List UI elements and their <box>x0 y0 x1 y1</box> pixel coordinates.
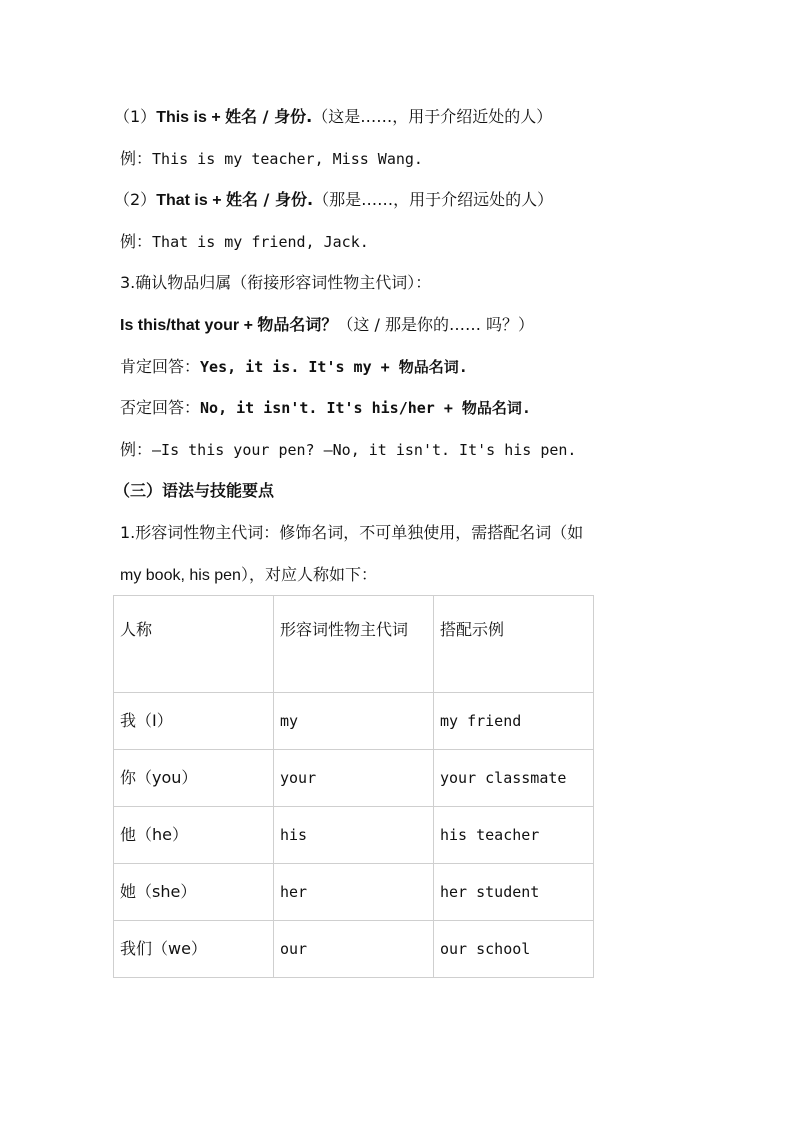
pattern-english: This is + <box>156 109 226 126</box>
example-label: 例： <box>120 232 153 251</box>
item-number: （2） <box>114 190 157 209</box>
pattern-is-this-your <box>120 314 534 337</box>
table-header-row <box>114 596 594 693</box>
cell-person: 我们（we） <box>114 921 274 978</box>
cell-pronoun: our <box>274 921 434 978</box>
paragraph-tail: ），对应人称如下： <box>240 565 377 584</box>
example-phrase: my book, his pen <box>120 567 241 584</box>
pattern-english: Is this/that your + <box>120 317 258 334</box>
paragraph-possessive-line2 <box>120 564 377 587</box>
header-possessive-pronoun: 形容词性物主代词 <box>274 596 434 693</box>
negative-answer <box>120 397 531 419</box>
section-heading-grammar: （三）语法与技能要点 <box>114 481 275 500</box>
answer-text: No, it isn't. It's his/her + 物品名词. <box>200 399 531 417</box>
cell-pronoun: her <box>274 864 434 921</box>
cell-example: your classmate <box>434 750 594 807</box>
example-text: —Is this your pen? —No, it isn't. It's his pen. <box>152 441 577 459</box>
section-confirm-ownership: 3.确认物品归属（衔接形容词性物主代词）： <box>120 273 432 292</box>
header-usage-example: 搭配示例 <box>434 596 594 693</box>
example-label: 例： <box>120 149 153 168</box>
cell-example: her student <box>434 864 594 921</box>
pattern-explanation: （这 / 那是你的…… 吗？） <box>337 315 535 334</box>
table-row <box>114 921 594 978</box>
cell-pronoun: your <box>274 750 434 807</box>
example-dialogue <box>120 439 576 461</box>
example-text: This is my teacher, Miss Wang. <box>152 150 423 168</box>
example-this-is <box>120 148 423 170</box>
example-that-is <box>120 231 369 253</box>
cell-example: his teacher <box>434 807 594 864</box>
pattern-explanation: （那是……，用于介绍远处的人） <box>313 190 554 209</box>
table-row <box>114 807 594 864</box>
cell-example: my friend <box>434 693 594 750</box>
cell-example: our school <box>434 921 594 978</box>
pattern-chinese: 姓名 / 身份. <box>225 190 314 209</box>
possessive-pronoun-table <box>113 595 594 978</box>
answer-text: Yes, it is. It's my + 物品名词. <box>200 358 468 376</box>
example-text: That is my friend, Jack. <box>152 233 369 251</box>
answer-label: 肯定回答： <box>120 357 201 376</box>
positive-answer <box>120 356 468 378</box>
answer-label: 否定回答： <box>120 398 201 417</box>
pattern-chinese: 物品名词？ <box>257 315 338 334</box>
paragraph-possessive-line1: 1.形容词性物主代词：修饰名词，不可单独使用，需搭配名词（如 <box>120 523 584 542</box>
item-number: （1） <box>114 107 157 126</box>
cell-person: 你（you） <box>114 750 274 807</box>
header-person: 人称 <box>114 596 274 693</box>
pattern-english: That is + <box>156 192 226 209</box>
cell-pronoun: his <box>274 807 434 864</box>
table-row <box>114 750 594 807</box>
heading-this-is <box>114 106 552 129</box>
cell-person: 他（he） <box>114 807 274 864</box>
table-row <box>114 864 594 921</box>
example-label: 例： <box>120 440 153 459</box>
pattern-explanation: （这是……，用于介绍近处的人） <box>312 107 553 126</box>
cell-pronoun: my <box>274 693 434 750</box>
cell-person: 她（she） <box>114 864 274 921</box>
cell-person: 我（I） <box>114 693 274 750</box>
pattern-chinese: 姓名 / 身份. <box>225 107 313 126</box>
heading-that-is <box>114 189 553 212</box>
table-row <box>114 693 594 750</box>
